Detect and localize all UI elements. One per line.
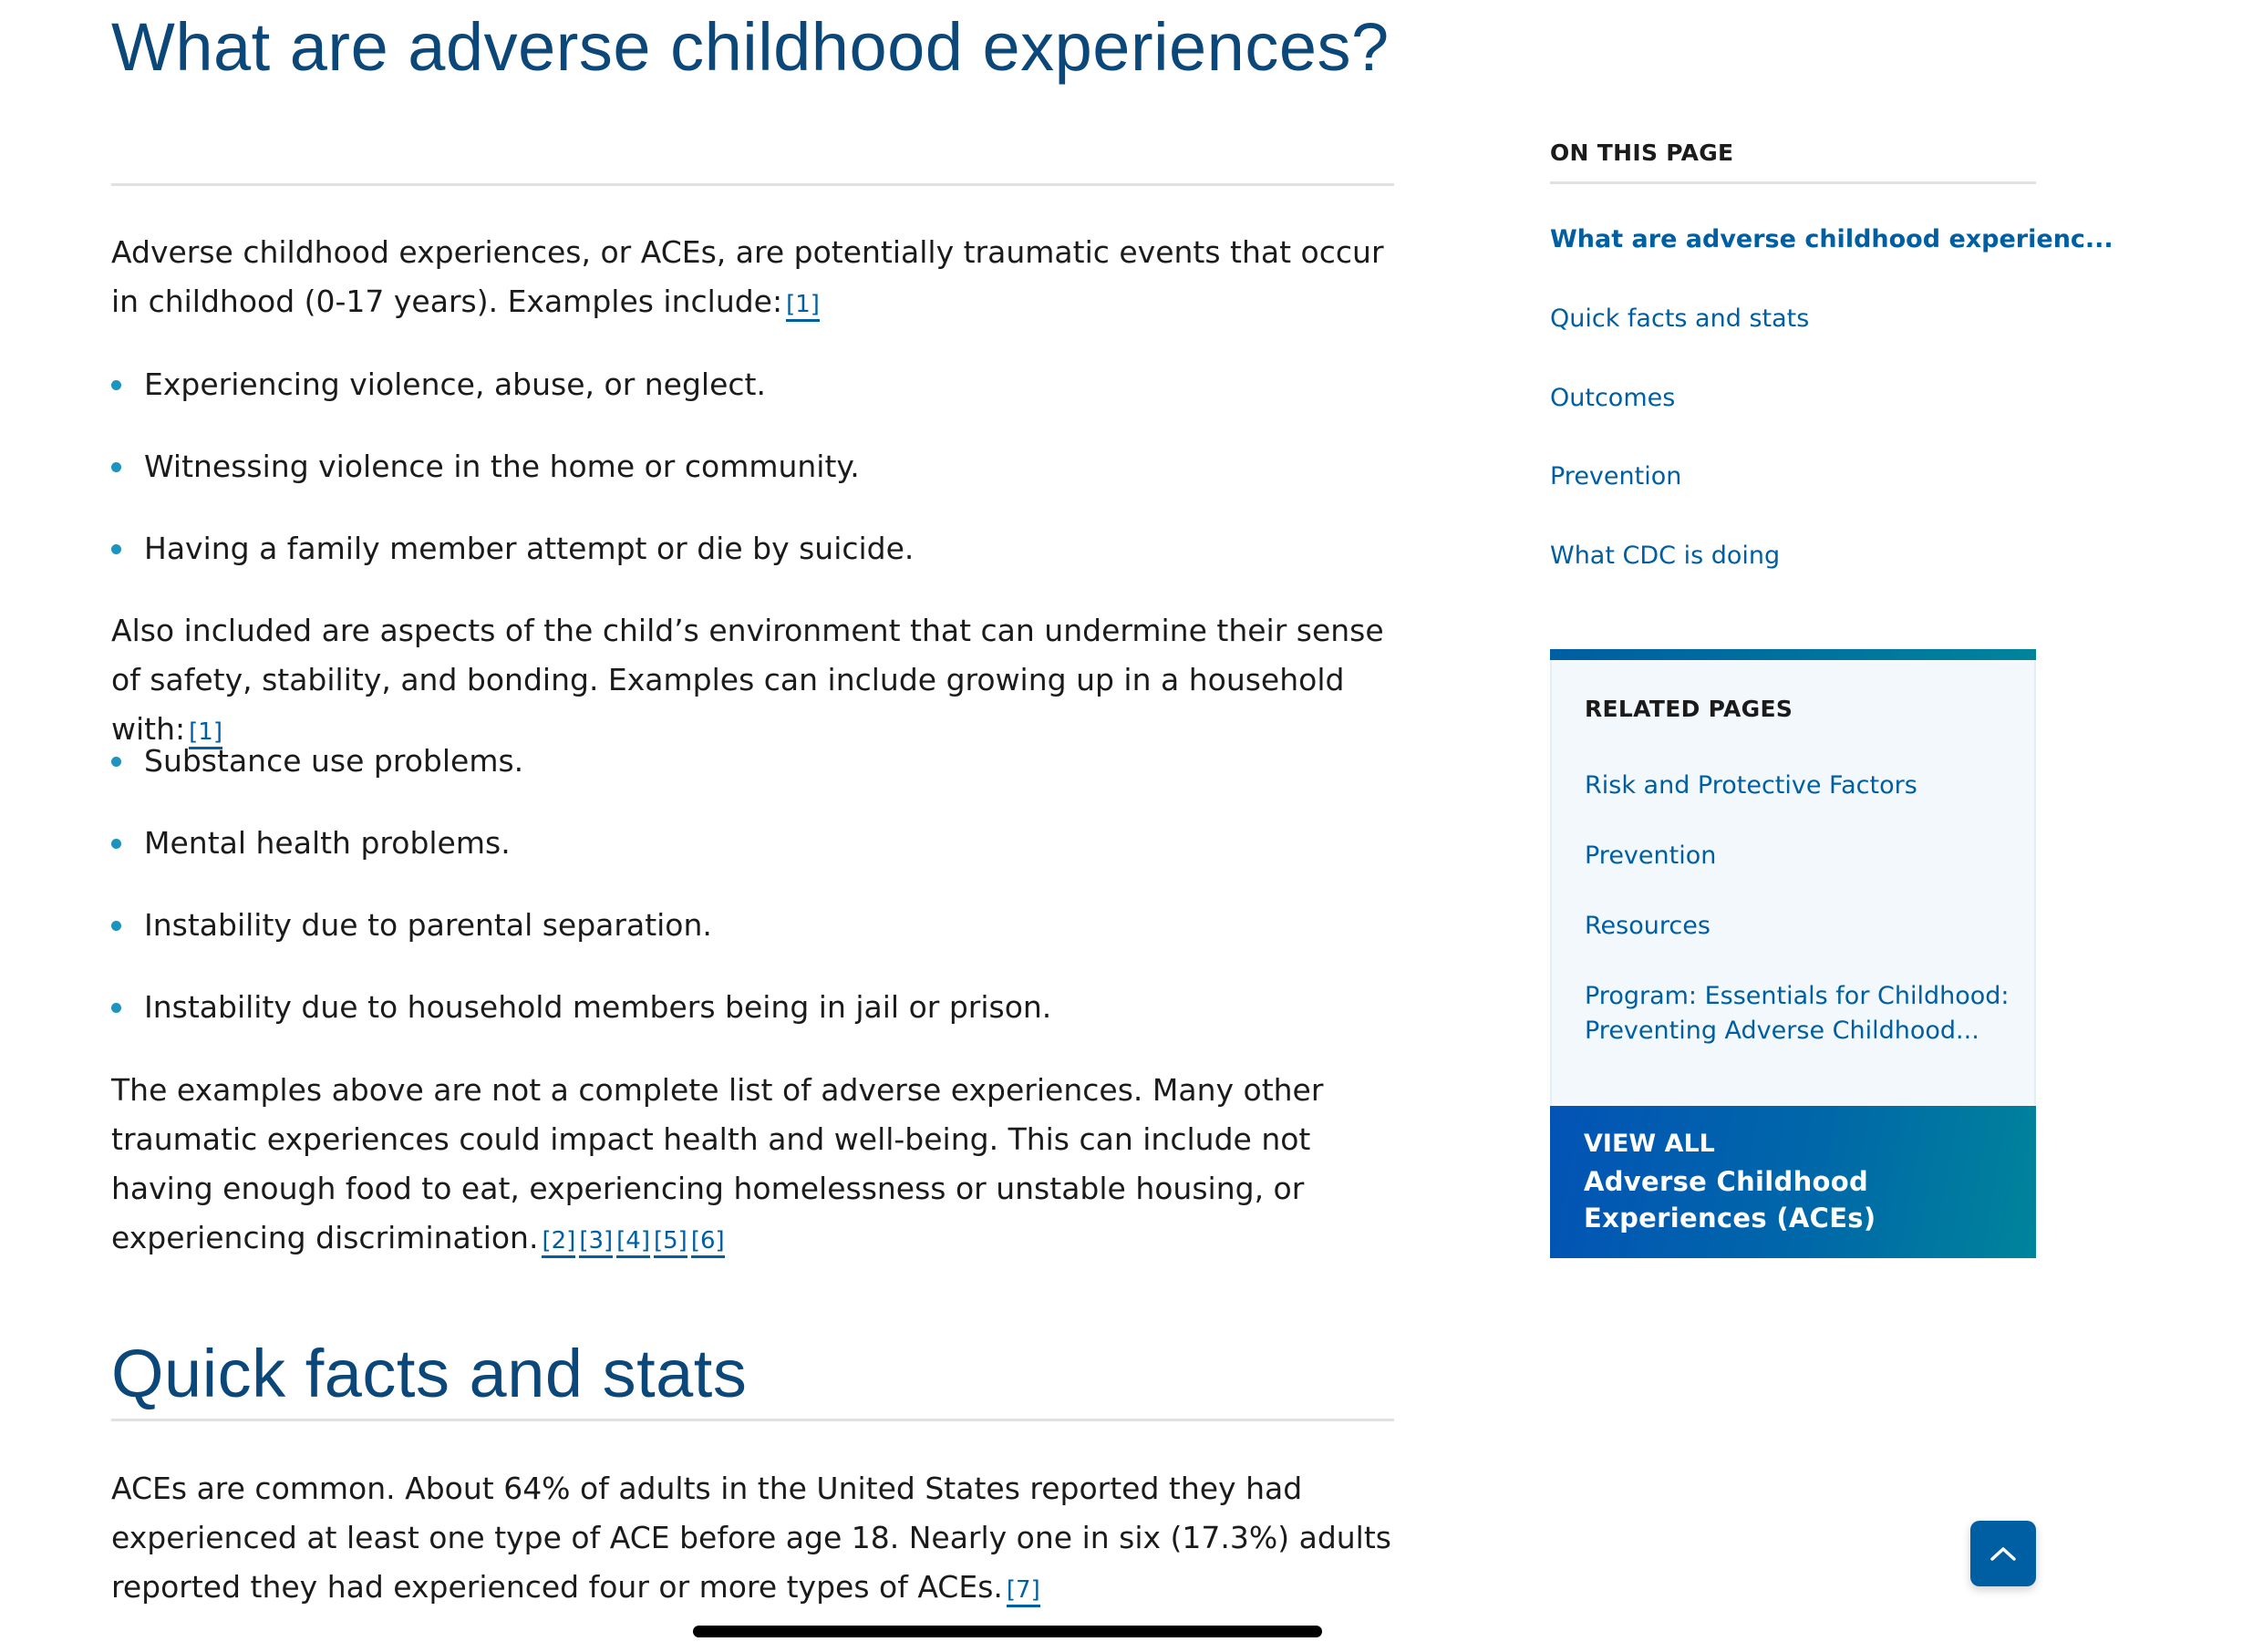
bullet-icon (111, 544, 121, 554)
bullet-icon (111, 462, 121, 472)
environment-text: Also included are aspects of the child’s environment that can undermine their sense of safety, stability, and bonding. Examples can include growing up in a household with: (111, 613, 1384, 747)
footnote-link[interactable]: [6] (691, 1227, 725, 1258)
list-item-text: Instability due to parental separation. (144, 907, 712, 943)
view-all-title: Adverse Childhood Experiences (ACEs) (1584, 1166, 1876, 1234)
examples-paragraph (111, 1066, 1394, 1265)
list-item-text: Substance use problems. (144, 743, 524, 779)
stats-paragraph (111, 1464, 1394, 1615)
toc-link-what-cdc-is-doing[interactable]: What CDC is doing (1550, 542, 1781, 570)
footnote-link[interactable]: [5] (654, 1227, 687, 1258)
section-heading: Quick facts and stats (111, 1336, 748, 1411)
stats-text: ACEs are common. About 64% of adults in the United States reported they had experienced at least one type of ACE before age 18. Nearly one in six (17.3%) adults reported they had experienced four or more types of ACEs. (111, 1471, 1391, 1605)
toc-link-prevention[interactable]: Prevention (1550, 462, 1682, 490)
heading-divider (111, 183, 1394, 186)
list-item-text: Having a family member attempt or die by suicide. (144, 531, 915, 566)
page-title: What are adverse childhood experiences? (111, 9, 1390, 85)
intro-paragraph (111, 228, 1394, 329)
list-item-text: Mental health problems. (144, 825, 511, 861)
view-all-button[interactable] (1550, 1106, 2036, 1258)
footnote-link[interactable]: [2] (542, 1227, 575, 1258)
sidebar-divider (1550, 181, 2036, 184)
bullet-icon (111, 380, 121, 390)
related-link-risk-factors[interactable]: Risk and Protective Factors (1585, 771, 1917, 800)
related-link-prevention[interactable]: Prevention (1585, 841, 1717, 870)
intro-text: Adverse childhood experiences, or ACEs, are potentially traumatic events that occur in childhood (0-17 years). Examples include: (111, 234, 1384, 319)
heading-divider (111, 1419, 1394, 1421)
footnote-link[interactable]: [4] (616, 1227, 650, 1258)
bullet-icon (111, 839, 121, 849)
list-item-text: Witnessing violence in the home or community. (144, 449, 860, 484)
environment-paragraph (111, 606, 1394, 757)
bullet-icon (111, 921, 121, 931)
list-item-text: Instability due to household members being in jail or prison. (144, 989, 1052, 1025)
footnote-link[interactable]: [7] (1007, 1576, 1040, 1607)
toc-link-outcomes[interactable]: Outcomes (1550, 384, 1676, 412)
related-pages-card (1550, 649, 2036, 1258)
footnote-link[interactable]: [1] (786, 291, 820, 322)
examples-text: The examples above are not a complete list of adverse experiences. Many other traumatic experiences could impact health and well-being. This can include not having enough food to eat, experiencing homelessness or unstable housing, or experiencing discrimination. (111, 1072, 1324, 1255)
home-indicator (693, 1626, 1322, 1637)
chevron-up-icon (1989, 1545, 2017, 1562)
footnote-link[interactable]: [1] (189, 718, 222, 749)
list-item-text: Experiencing violence, abuse, or neglect. (144, 367, 766, 402)
related-link-essentials-program[interactable]: Program: Essentials for Childhood: Preventing Adverse Childhood... (1585, 982, 2010, 1045)
footnote-link[interactable]: [3] (579, 1227, 613, 1258)
toc-link-quick-facts[interactable]: Quick facts and stats (1550, 305, 1810, 333)
view-all-label: VIEW ALL (1584, 1130, 1715, 1158)
related-link-resources[interactable]: Resources (1585, 912, 1710, 940)
bullet-icon (111, 757, 121, 767)
related-pages-label: RELATED PAGES (1585, 696, 1793, 722)
toc-link-what-are-aces[interactable]: What are adverse childhood experienc... (1550, 225, 2113, 253)
card-accent-bar (1550, 649, 2036, 660)
back-to-top-button[interactable] (1970, 1521, 2036, 1586)
on-this-page-label: ON THIS PAGE (1550, 139, 1734, 166)
bullet-icon (111, 1003, 121, 1013)
